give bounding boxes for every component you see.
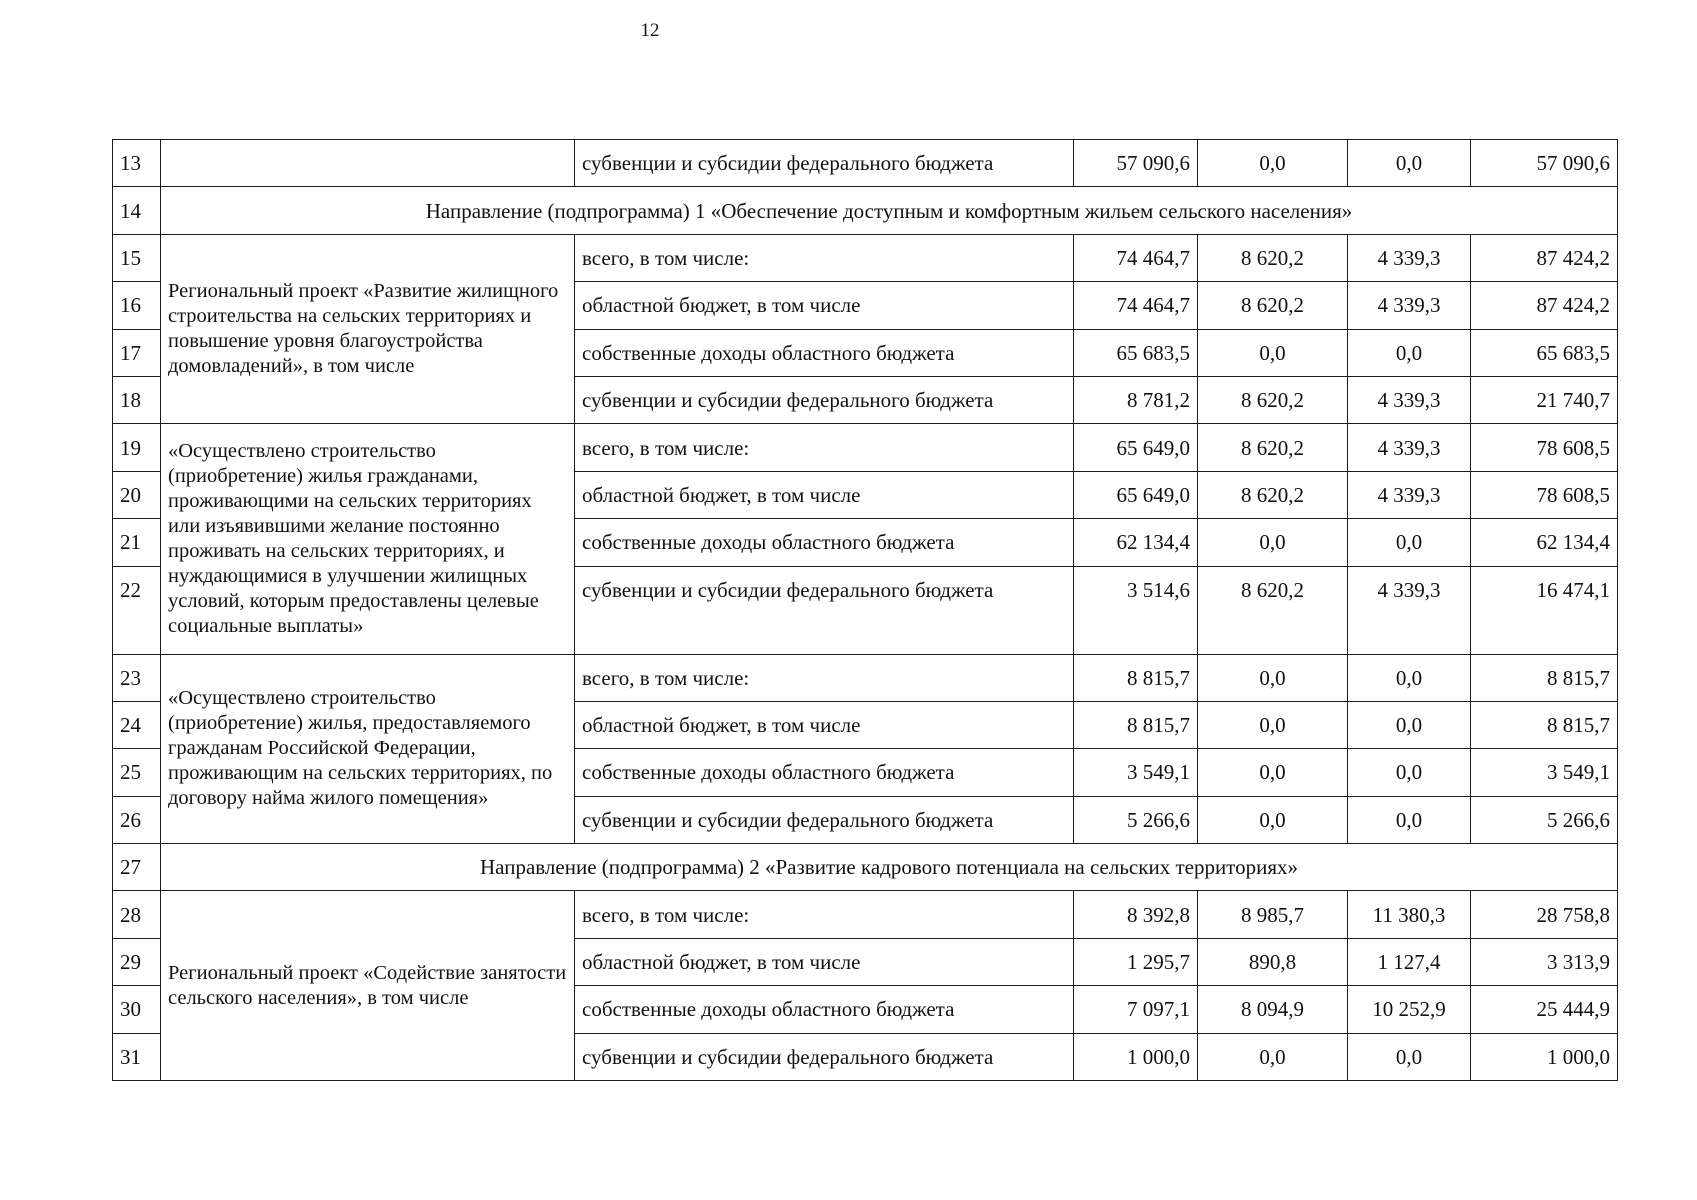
amount-cell: 74 464,7 bbox=[1074, 282, 1198, 329]
table-row bbox=[113, 424, 1618, 471]
row-number: 21 bbox=[113, 519, 161, 566]
funding-source: областной бюджет, в том числе bbox=[575, 471, 1074, 518]
amount-cell: 8 620,2 bbox=[1198, 566, 1348, 654]
direction-row bbox=[113, 844, 1618, 891]
funding-source: всего, в том числе: bbox=[575, 234, 1074, 281]
project-description: Региональный проект «Развитие жилищного строительства на сельских территориях и повышение уровня благоустройства домовладений», в том числе bbox=[161, 234, 575, 424]
table-row bbox=[113, 654, 1618, 701]
amount-cell: 4 339,3 bbox=[1348, 471, 1471, 518]
amount-cell: 21 740,7 bbox=[1471, 376, 1618, 423]
row-number: 15 bbox=[113, 234, 161, 281]
amount-cell: 62 134,4 bbox=[1471, 519, 1618, 566]
amount-cell: 11 380,3 bbox=[1348, 891, 1471, 938]
amount-cell: 1 295,7 bbox=[1074, 938, 1198, 985]
project-description: Региональный проект «Содействие занятости сельского населения», в том числе bbox=[161, 891, 575, 1081]
amount-cell: 0,0 bbox=[1348, 701, 1471, 748]
row-description bbox=[161, 140, 575, 187]
amount-cell: 8 781,2 bbox=[1074, 376, 1198, 423]
row-number: 17 bbox=[113, 329, 161, 376]
amount-cell: 5 266,6 bbox=[1074, 796, 1198, 843]
amount-cell: 3 549,1 bbox=[1074, 749, 1198, 796]
direction-title: Направление (подпрограмма) 1 «Обеспечение доступным и комфортным жильем сельского населения» bbox=[161, 187, 1618, 234]
direction-title: Направление (подпрограмма) 2 «Развитие кадрового потенциала на сельских территориях» bbox=[161, 844, 1618, 891]
amount-cell: 4 339,3 bbox=[1348, 424, 1471, 471]
amount-cell: 0,0 bbox=[1198, 1033, 1348, 1080]
budget-table bbox=[112, 139, 1618, 1081]
row-number: 25 bbox=[113, 749, 161, 796]
amount-cell: 8 985,7 bbox=[1198, 891, 1348, 938]
funding-source: субвенции и субсидии федерального бюджета bbox=[575, 1033, 1074, 1080]
amount-cell: 4 339,3 bbox=[1348, 234, 1471, 281]
amount-cell: 87 424,2 bbox=[1471, 234, 1618, 281]
amount-cell: 1 000,0 bbox=[1471, 1033, 1618, 1080]
table-row bbox=[113, 140, 1618, 187]
amount-cell: 8 620,2 bbox=[1198, 424, 1348, 471]
table-row bbox=[113, 891, 1618, 938]
amount-cell: 0,0 bbox=[1198, 701, 1348, 748]
funding-source: собственные доходы областного бюджета bbox=[575, 329, 1074, 376]
amount-cell: 3 549,1 bbox=[1471, 749, 1618, 796]
funding-source: областной бюджет, в том числе bbox=[575, 701, 1074, 748]
amount-cell: 8 815,7 bbox=[1074, 701, 1198, 748]
amount-cell: 74 464,7 bbox=[1074, 234, 1198, 281]
amount-cell: 8 620,2 bbox=[1198, 376, 1348, 423]
funding-source: субвенции и субсидии федерального бюджета bbox=[575, 796, 1074, 843]
amount-cell: 8 815,7 bbox=[1471, 701, 1618, 748]
amount-cell: 0,0 bbox=[1198, 654, 1348, 701]
row-number: 20 bbox=[113, 471, 161, 518]
row-number: 31 bbox=[113, 1033, 161, 1080]
amount-cell: 65 683,5 bbox=[1471, 329, 1618, 376]
amount-cell: 28 758,8 bbox=[1471, 891, 1618, 938]
amount-cell: 0,0 bbox=[1198, 140, 1348, 187]
amount-cell: 0,0 bbox=[1348, 749, 1471, 796]
amount-cell: 65 683,5 bbox=[1074, 329, 1198, 376]
funding-source: всего, в том числе: bbox=[575, 654, 1074, 701]
funding-source: собственные доходы областного бюджета bbox=[575, 519, 1074, 566]
funding-source: областной бюджет, в том числе bbox=[575, 938, 1074, 985]
amount-cell: 62 134,4 bbox=[1074, 519, 1198, 566]
amount-cell: 0,0 bbox=[1348, 329, 1471, 376]
funding-source: субвенции и субсидии федерального бюджета bbox=[575, 566, 1074, 654]
amount-cell: 0,0 bbox=[1348, 654, 1471, 701]
amount-cell: 65 649,0 bbox=[1074, 424, 1198, 471]
amount-cell: 4 339,3 bbox=[1348, 376, 1471, 423]
row-number: 27 bbox=[113, 844, 161, 891]
amount-cell: 1 000,0 bbox=[1074, 1033, 1198, 1080]
row-number: 16 bbox=[113, 282, 161, 329]
direction-row bbox=[113, 187, 1618, 234]
funding-source: субвенции и субсидии федерального бюджета bbox=[575, 140, 1074, 187]
amount-cell: 8 094,9 bbox=[1198, 986, 1348, 1033]
row-number: 19 bbox=[113, 424, 161, 471]
amount-cell: 8 620,2 bbox=[1198, 234, 1348, 281]
row-number: 26 bbox=[113, 796, 161, 843]
amount-cell: 8 392,8 bbox=[1074, 891, 1198, 938]
amount-cell: 4 339,3 bbox=[1348, 566, 1471, 654]
amount-cell: 57 090,6 bbox=[1471, 140, 1618, 187]
amount-cell: 0,0 bbox=[1198, 329, 1348, 376]
funding-source: областной бюджет, в том числе bbox=[575, 282, 1074, 329]
amount-cell: 78 608,5 bbox=[1471, 424, 1618, 471]
amount-cell: 8 815,7 bbox=[1074, 654, 1198, 701]
amount-cell: 0,0 bbox=[1348, 1033, 1471, 1080]
amount-cell: 10 252,9 bbox=[1348, 986, 1471, 1033]
funding-source: всего, в том числе: bbox=[575, 891, 1074, 938]
project-description: «Осуществлено строительство (приобретение) жилья, предоставляемого гражданам Российской Федерации, проживающим на сельских территориях, по договору найма жилого помещения» bbox=[161, 654, 575, 844]
funding-source: собственные доходы областного бюджета bbox=[575, 986, 1074, 1033]
amount-cell: 3 514,6 bbox=[1074, 566, 1198, 654]
amount-cell: 16 474,1 bbox=[1471, 566, 1618, 654]
row-number: 30 bbox=[113, 986, 161, 1033]
row-number: 13 bbox=[113, 140, 161, 187]
amount-cell: 8 815,7 bbox=[1471, 654, 1618, 701]
amount-cell: 4 339,3 bbox=[1348, 282, 1471, 329]
amount-cell: 7 097,1 bbox=[1074, 986, 1198, 1033]
funding-source: субвенции и субсидии федерального бюджета bbox=[575, 376, 1074, 423]
amount-cell: 0,0 bbox=[1198, 796, 1348, 843]
row-number: 29 bbox=[113, 938, 161, 985]
row-number: 24 bbox=[113, 701, 161, 748]
amount-cell: 0,0 bbox=[1348, 796, 1471, 843]
row-number: 28 bbox=[113, 891, 161, 938]
amount-cell: 57 090,6 bbox=[1074, 140, 1198, 187]
page-number: 12 bbox=[640, 20, 660, 41]
amount-cell: 65 649,0 bbox=[1074, 471, 1198, 518]
amount-cell: 0,0 bbox=[1348, 140, 1471, 187]
table-row bbox=[113, 234, 1618, 281]
amount-cell: 0,0 bbox=[1198, 749, 1348, 796]
amount-cell: 87 424,2 bbox=[1471, 282, 1618, 329]
row-number: 14 bbox=[113, 187, 161, 234]
amount-cell: 3 313,9 bbox=[1471, 938, 1618, 985]
amount-cell: 8 620,2 bbox=[1198, 471, 1348, 518]
amount-cell: 8 620,2 bbox=[1198, 282, 1348, 329]
amount-cell: 25 444,9 bbox=[1471, 986, 1618, 1033]
amount-cell: 0,0 bbox=[1198, 519, 1348, 566]
amount-cell: 1 127,4 bbox=[1348, 938, 1471, 985]
row-number: 22 bbox=[113, 566, 161, 654]
amount-cell: 5 266,6 bbox=[1471, 796, 1618, 843]
project-description: «Осуществлено строительство (приобретение) жилья гражданами, проживающими на сельских территориях или изъявившими желание постоянно проживать на сельских территориях, и нуждающимися в улучшении жилищных условий, которым предоставлены целевые социальные выплаты» bbox=[161, 424, 575, 654]
table-body bbox=[113, 140, 1618, 1081]
amount-cell: 890,8 bbox=[1198, 938, 1348, 985]
funding-source: собственные доходы областного бюджета bbox=[575, 749, 1074, 796]
row-number: 18 bbox=[113, 376, 161, 423]
funding-source: всего, в том числе: bbox=[575, 424, 1074, 471]
amount-cell: 0,0 bbox=[1348, 519, 1471, 566]
row-number: 23 bbox=[113, 654, 161, 701]
amount-cell: 78 608,5 bbox=[1471, 471, 1618, 518]
